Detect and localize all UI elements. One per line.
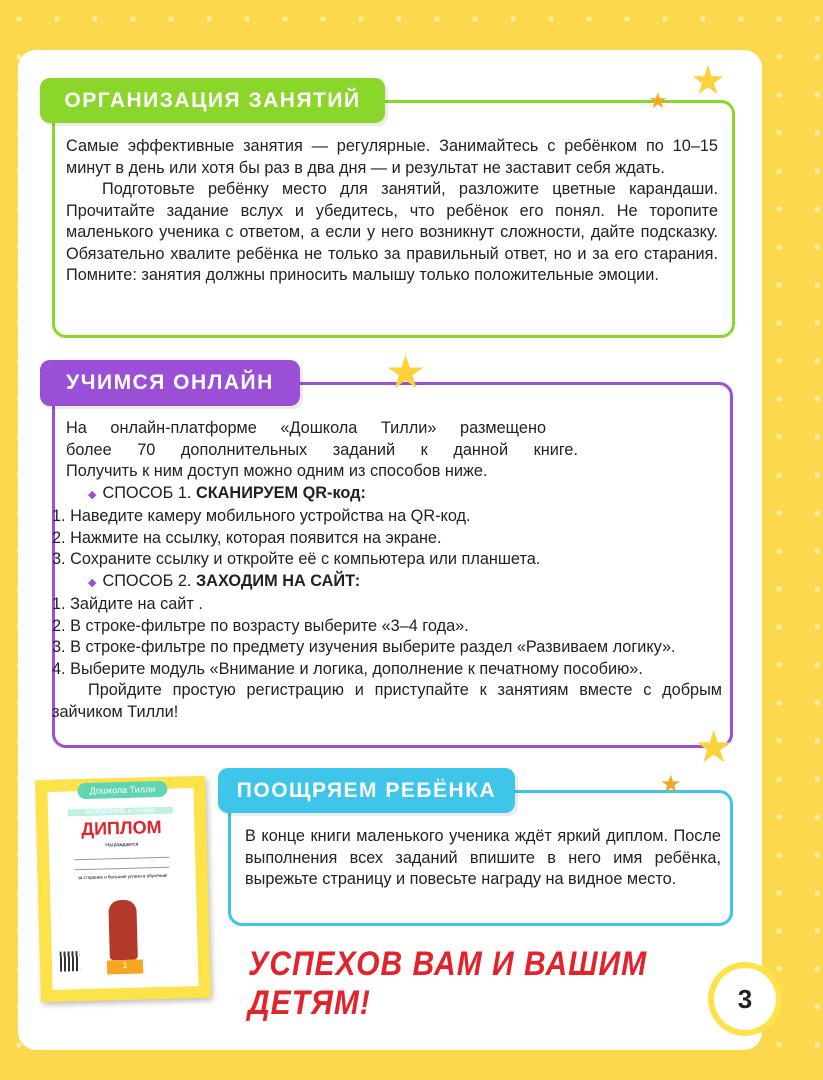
diamond-icon: ◆ <box>88 488 97 501</box>
qr-code-icon <box>60 951 81 972</box>
step: 2. В строке-фильтре по возрасту выберите «3–4 года». <box>52 616 469 635</box>
star-icon: ★ <box>690 59 726 103</box>
step: 4. Выберите модуль «Внимание и логика, дополнение к печатному пособию». <box>52 659 643 678</box>
slogan: УСПЕХОВ ВАМ И ВАШИМ ДЕТЯМ! <box>248 944 648 1022</box>
star-icon: ★ <box>694 723 734 772</box>
method-prefix: СПОСОБ 1. <box>102 483 192 502</box>
online-text <box>52 418 722 723</box>
step: 1. Зайдите на сайт . <box>52 595 203 613</box>
paragraph: Самые эффективные занятия — регулярные. Занимайтесь с ребёнком по 10–15 минут в день или хотя бы раз в два дня — и результат не заставит себя ждать. <box>66 137 718 177</box>
diploma-title: ДИПЛОМ <box>80 816 162 840</box>
bunny-illustration <box>108 900 138 961</box>
diploma-awarded: Награждается <box>105 841 139 849</box>
step: 1. Наведите камеру мобильного устройства на QR-код. <box>52 507 471 525</box>
method-title: ЗАХОДИМ НА САЙТ: <box>195 571 361 590</box>
organization-text <box>66 136 718 287</box>
star-icon: ★ <box>660 771 682 798</box>
intro-line: более 70 дополнительных заданий к данной книге. <box>66 440 578 459</box>
diploma-brand: Дошкола Тилли <box>77 781 167 799</box>
star-icon: ★ <box>648 88 668 113</box>
diamond-icon: ◆ <box>88 576 97 589</box>
outro: Пройдите простую регистрацию и приступайте к занятиям вместе с добрым зайчиком Тилли! <box>52 681 722 721</box>
reward-heading: ПООЩРЯЕМ РЕБЁНКА <box>218 768 515 813</box>
step: 3. Сохраните ссылку и откройте её с компьютера или планшета. <box>52 550 541 568</box>
paragraph: Подготовьте ребёнку место для занятий, разложите цветные карандаши. Прочитайте задание вслух и убедитесь, что ребёнок его понял. Не торопите маленького ученика с ответом, а если у него возникнут сложности, дайте подсказку. Обязательно хвалите ребёнка не только за правильный ответ, но и за его старания. Помните: занятия должны приносить малышу только положительные эмоции. <box>66 180 718 284</box>
intro-line: Получить к ним доступ можно одним из способов ниже. <box>66 462 488 480</box>
page-number: 3 <box>737 983 753 1014</box>
reward-text: В конце книги маленького ученика ждёт яркий диплом. После выполнения всех заданий впишите в него имя ребёнка, вырежьте страницу и повесьте награду на видное место. <box>245 827 721 888</box>
podium: 1 <box>107 960 143 975</box>
method-prefix: СПОСОБ 2. <box>102 571 192 590</box>
star-icon: ★ <box>385 346 427 398</box>
online-heading: УЧИМСЯ ОНЛАЙН <box>40 360 300 406</box>
method-title: СКАНИРУЕМ QR-код: <box>195 483 366 502</box>
method2-heading <box>66 571 722 595</box>
diploma-subtitle: ВНИМАНИЕ и логика <box>68 807 173 817</box>
diploma-reason: за старание и большие успехи в обучении! <box>77 872 168 881</box>
page-number-badge <box>708 962 782 1036</box>
diploma-image <box>35 776 211 1002</box>
intro-line: На онлайн-платформе «Дошкола Тилли» размещено <box>66 419 546 437</box>
step: 2. Нажмите на ссылку, которая появится на экране. <box>52 528 442 547</box>
organization-heading: ОРГАНИЗАЦИЯ ЗАНЯТИЙ <box>40 78 385 123</box>
method1-heading <box>66 483 722 507</box>
step: 3. В строке-фильтре по предмету изучения выберите раздел «Развиваем логику». <box>52 638 676 656</box>
